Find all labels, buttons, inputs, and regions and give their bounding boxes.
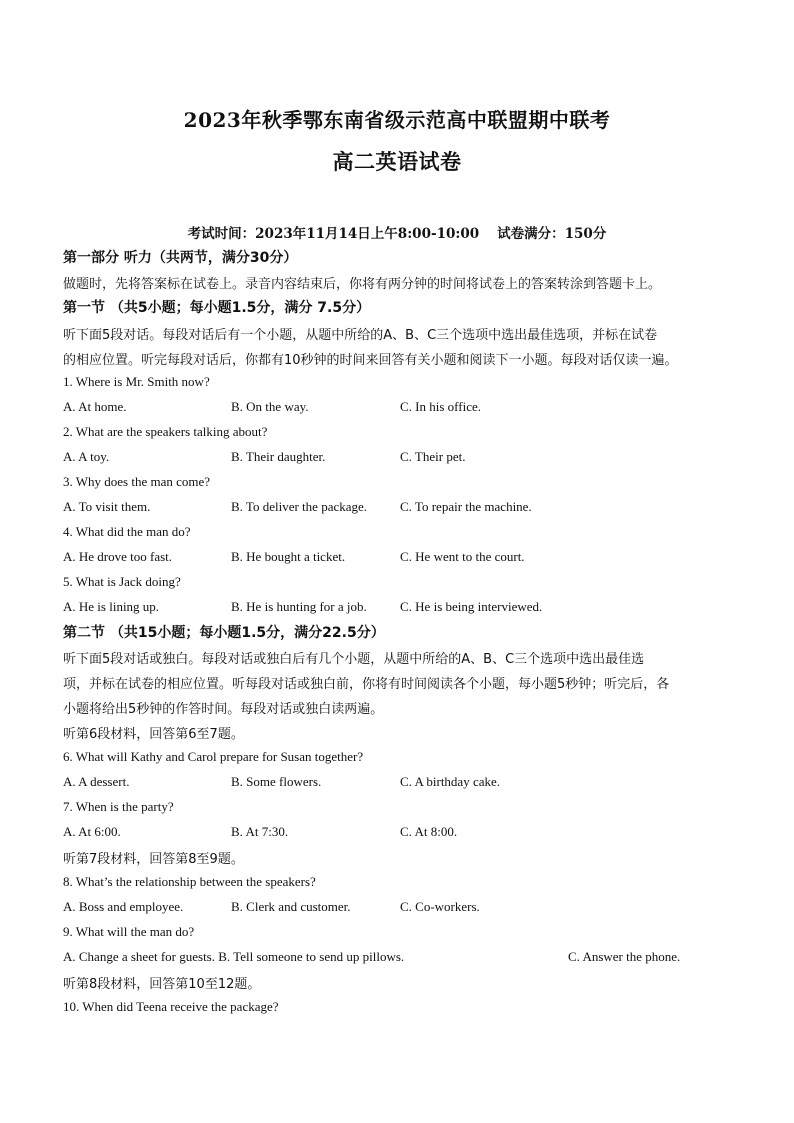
question-7: 7. When is the party? [63,799,174,814]
material-6-note: 听第6段材料，回答第6至7题。 [63,727,244,742]
q3-option-a: A. To visit them. [63,499,151,514]
q1-option-a: A. At home. [63,399,127,414]
q1-option-b: B. On the way. [231,399,309,414]
section1-instruction-1: 听下面5段对话。每段对话后有一个小题，从题中所给的A、B、C三个选项中选出最佳选项，并标在试卷 [63,328,658,343]
exam-time: 考试时间：2023年11月14日上午8:00-10:00 [187,226,480,242]
exam-info [0,222,794,242]
section2-instruction-2: 项，并标在试卷的相应位置。听每段对话或独白前，你将有时间阅读各个小题，每小题5秒钟；听完后，各 [63,677,670,692]
material-8-note: 听第8段材料，回答第10至12题。 [63,977,261,992]
part1-heading: 第一部分 听力（共两节，满分30分） [63,250,298,266]
q6-option-a: A. A dessert. [63,774,130,789]
q3-option-c: C. To repair the machine. [400,499,532,514]
question-1: 1. Where is Mr. Smith now? [63,374,210,389]
q4-option-c: C. He went to the court. [400,549,525,564]
q8-option-a: A. Boss and employee. [63,899,184,914]
question-4: 4. What did the man do? [63,524,191,539]
q7-option-b: B. At 7:30. [231,824,289,839]
question-10: 10. When did Teena receive the package? [63,999,279,1014]
q3-option-b: B. To deliver the package. [231,499,368,514]
question-5: 5. What is Jack doing? [63,574,181,589]
full-score: 试卷满分：150分 [497,226,607,242]
material-7-note: 听第7段材料，回答第8至9题。 [63,852,244,867]
exam-subtitle: 高二英语试卷 [332,149,462,174]
q6-option-c: C. A birthday cake. [400,774,501,789]
q5-option-b: B. He is hunting for a job. [231,599,367,614]
q9-option-c: C. Answer the phone. [568,949,681,964]
section1-instruction-2: 的相应位置。听完每段对话后，你都有10秒钟的时间来回答有关小题和阅读下一小题。每段对话仅读一遍。 [63,353,678,368]
q8-option-c: C. Co-workers. [400,899,480,914]
question-9: 9. What will the man do? [63,924,195,939]
q4-option-b: B. He bought a ticket. [231,549,346,564]
q7-option-a: A. At 6:00. [63,824,121,839]
q5-option-a: A. He is lining up. [63,599,160,614]
q9-option-ab: A. Change a sheet for guests. B. Tell someone to send up pillows. [63,949,405,964]
q2-option-b: B. Their daughter. [231,449,326,464]
section1-heading: 第一节 （共5小题；每小题1.5分，满分 7.5分） [63,300,371,316]
q8-option-b: B. Clerk and customer. [231,899,351,914]
question-2: 2. What are the speakers talking about? [63,424,268,439]
question-3: 3. Why does the man come? [63,474,211,489]
question-6: 6. What will Kathy and Carol prepare for Susan together? [63,749,364,764]
q2-option-c: C. Their pet. [400,449,466,464]
exam-title: 2023年秋季鄂东南省级示范高中联盟期中联考 [183,108,611,132]
q6-option-b: B. Some flowers. [231,774,322,789]
section2-instruction-3: 小题将给出5秒钟的作答时间。每段对话或独白读两遍。 [63,702,384,717]
section2-heading: 第二节 （共15小题；每小题1.5分，满分22.5分） [63,625,385,641]
q7-option-c: C. At 8:00. [400,824,458,839]
part1-instruction: 做题时，先将答案标在试卷上。录音内容结束后，你将有两分钟的时间将试卷上的答案转涂到答题卡上。 [63,277,662,292]
question-8: 8. What’s the relationship between the speakers? [63,874,316,889]
section2-instruction-1: 听下面5段对话或独白。每段对话或独白后有几个小题，从题中所给的A、B、C三个选项中选出最佳选 [63,652,645,667]
q1-option-c: C. In his office. [400,399,481,414]
q2-option-a: A. A toy. [63,449,110,464]
q5-option-c: C. He is being interviewed. [400,599,543,614]
q4-option-a: A. He drove too fast. [63,549,173,564]
